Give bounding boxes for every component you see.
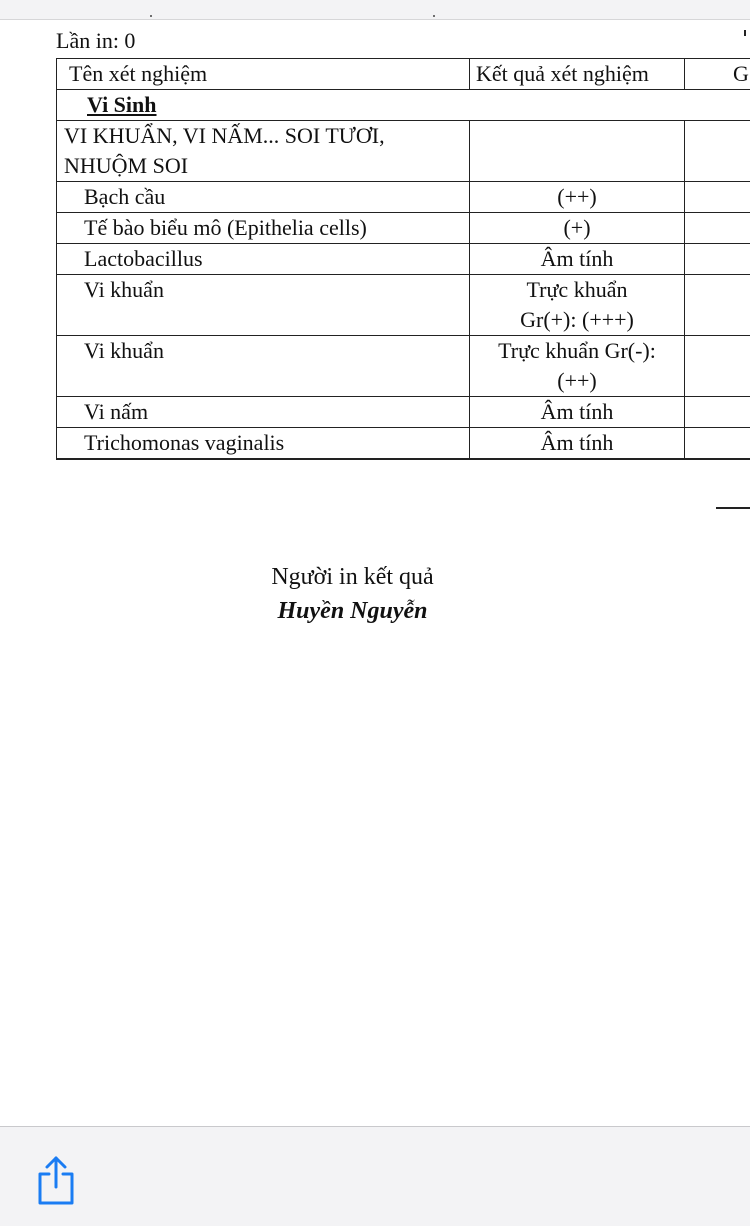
print-artifact-dot (150, 15, 152, 17)
table-row (57, 336, 750, 397)
extra-cell (685, 275, 750, 336)
document-top-edge (0, 0, 750, 20)
lab-results-table (56, 58, 750, 460)
table-row (57, 213, 750, 244)
table-row (57, 397, 750, 428)
test-name-cell: Vi khuẩn (57, 275, 470, 336)
table-row (57, 275, 750, 336)
result-cell: (++) (470, 182, 685, 213)
group-title (57, 121, 470, 182)
extra-cell (685, 244, 750, 275)
signer-name: Huyền Nguyễn (0, 596, 705, 626)
signer-label: Người in kết quả (0, 562, 705, 592)
share-button[interactable] (32, 1155, 80, 1207)
section-title-text: Vi Sinh (87, 92, 157, 117)
extra-cell (685, 428, 750, 460)
share-icon (32, 1155, 80, 1207)
test-name-cell: Vi khuẩn (57, 336, 470, 397)
test-name-cell: Bạch cầu (57, 182, 470, 213)
extra-cell (685, 121, 750, 182)
section-title (57, 90, 750, 121)
extra-cell (685, 336, 750, 397)
print-artifact-dot (433, 15, 435, 17)
extra-cell (685, 397, 750, 428)
result-cell (470, 336, 685, 397)
result-cell: Âm tính (470, 428, 685, 460)
table-header-row (57, 59, 750, 90)
result-cell: (+) (470, 213, 685, 244)
extra-cell (685, 182, 750, 213)
group-title-line-1: VI KHUẨN, VI NẤM... SOI TƯƠI, (64, 121, 469, 151)
result-cell: Âm tính (470, 244, 685, 275)
column-header-result: Kết quả xét nghiệm (470, 59, 685, 90)
print-count: Lần in: 0 (56, 27, 135, 55)
result-line-2: Gr(+): (+++) (470, 305, 684, 335)
divider-line (716, 507, 750, 509)
table-row (57, 244, 750, 275)
table-row (57, 428, 750, 460)
result-line-1: Trực khuẩn (470, 275, 684, 305)
table-row (57, 182, 750, 213)
test-name-cell: Lactobacillus (57, 244, 470, 275)
test-name-cell: Trichomonas vaginalis (57, 428, 470, 460)
extra-cell (685, 213, 750, 244)
result-cell: Âm tính (470, 397, 685, 428)
result-line-2: (++) (470, 366, 684, 396)
test-name-cell: Vi nấm (57, 397, 470, 428)
section-row (57, 90, 750, 121)
result-line-1: Trực khuẩn Gr(-): (470, 336, 684, 366)
column-header-test-name: Tên xét nghiệm (57, 59, 470, 90)
column-header-cut-off: G (685, 59, 750, 90)
bottom-toolbar (0, 1126, 750, 1226)
page-edge-mark (744, 30, 746, 36)
result-cell (470, 275, 685, 336)
group-row (57, 121, 750, 182)
test-name-cell: Tế bào biểu mô (Epithelia cells) (57, 213, 470, 244)
result-cell-empty (470, 121, 685, 182)
group-title-line-2: NHUỘM SOI (64, 151, 469, 181)
